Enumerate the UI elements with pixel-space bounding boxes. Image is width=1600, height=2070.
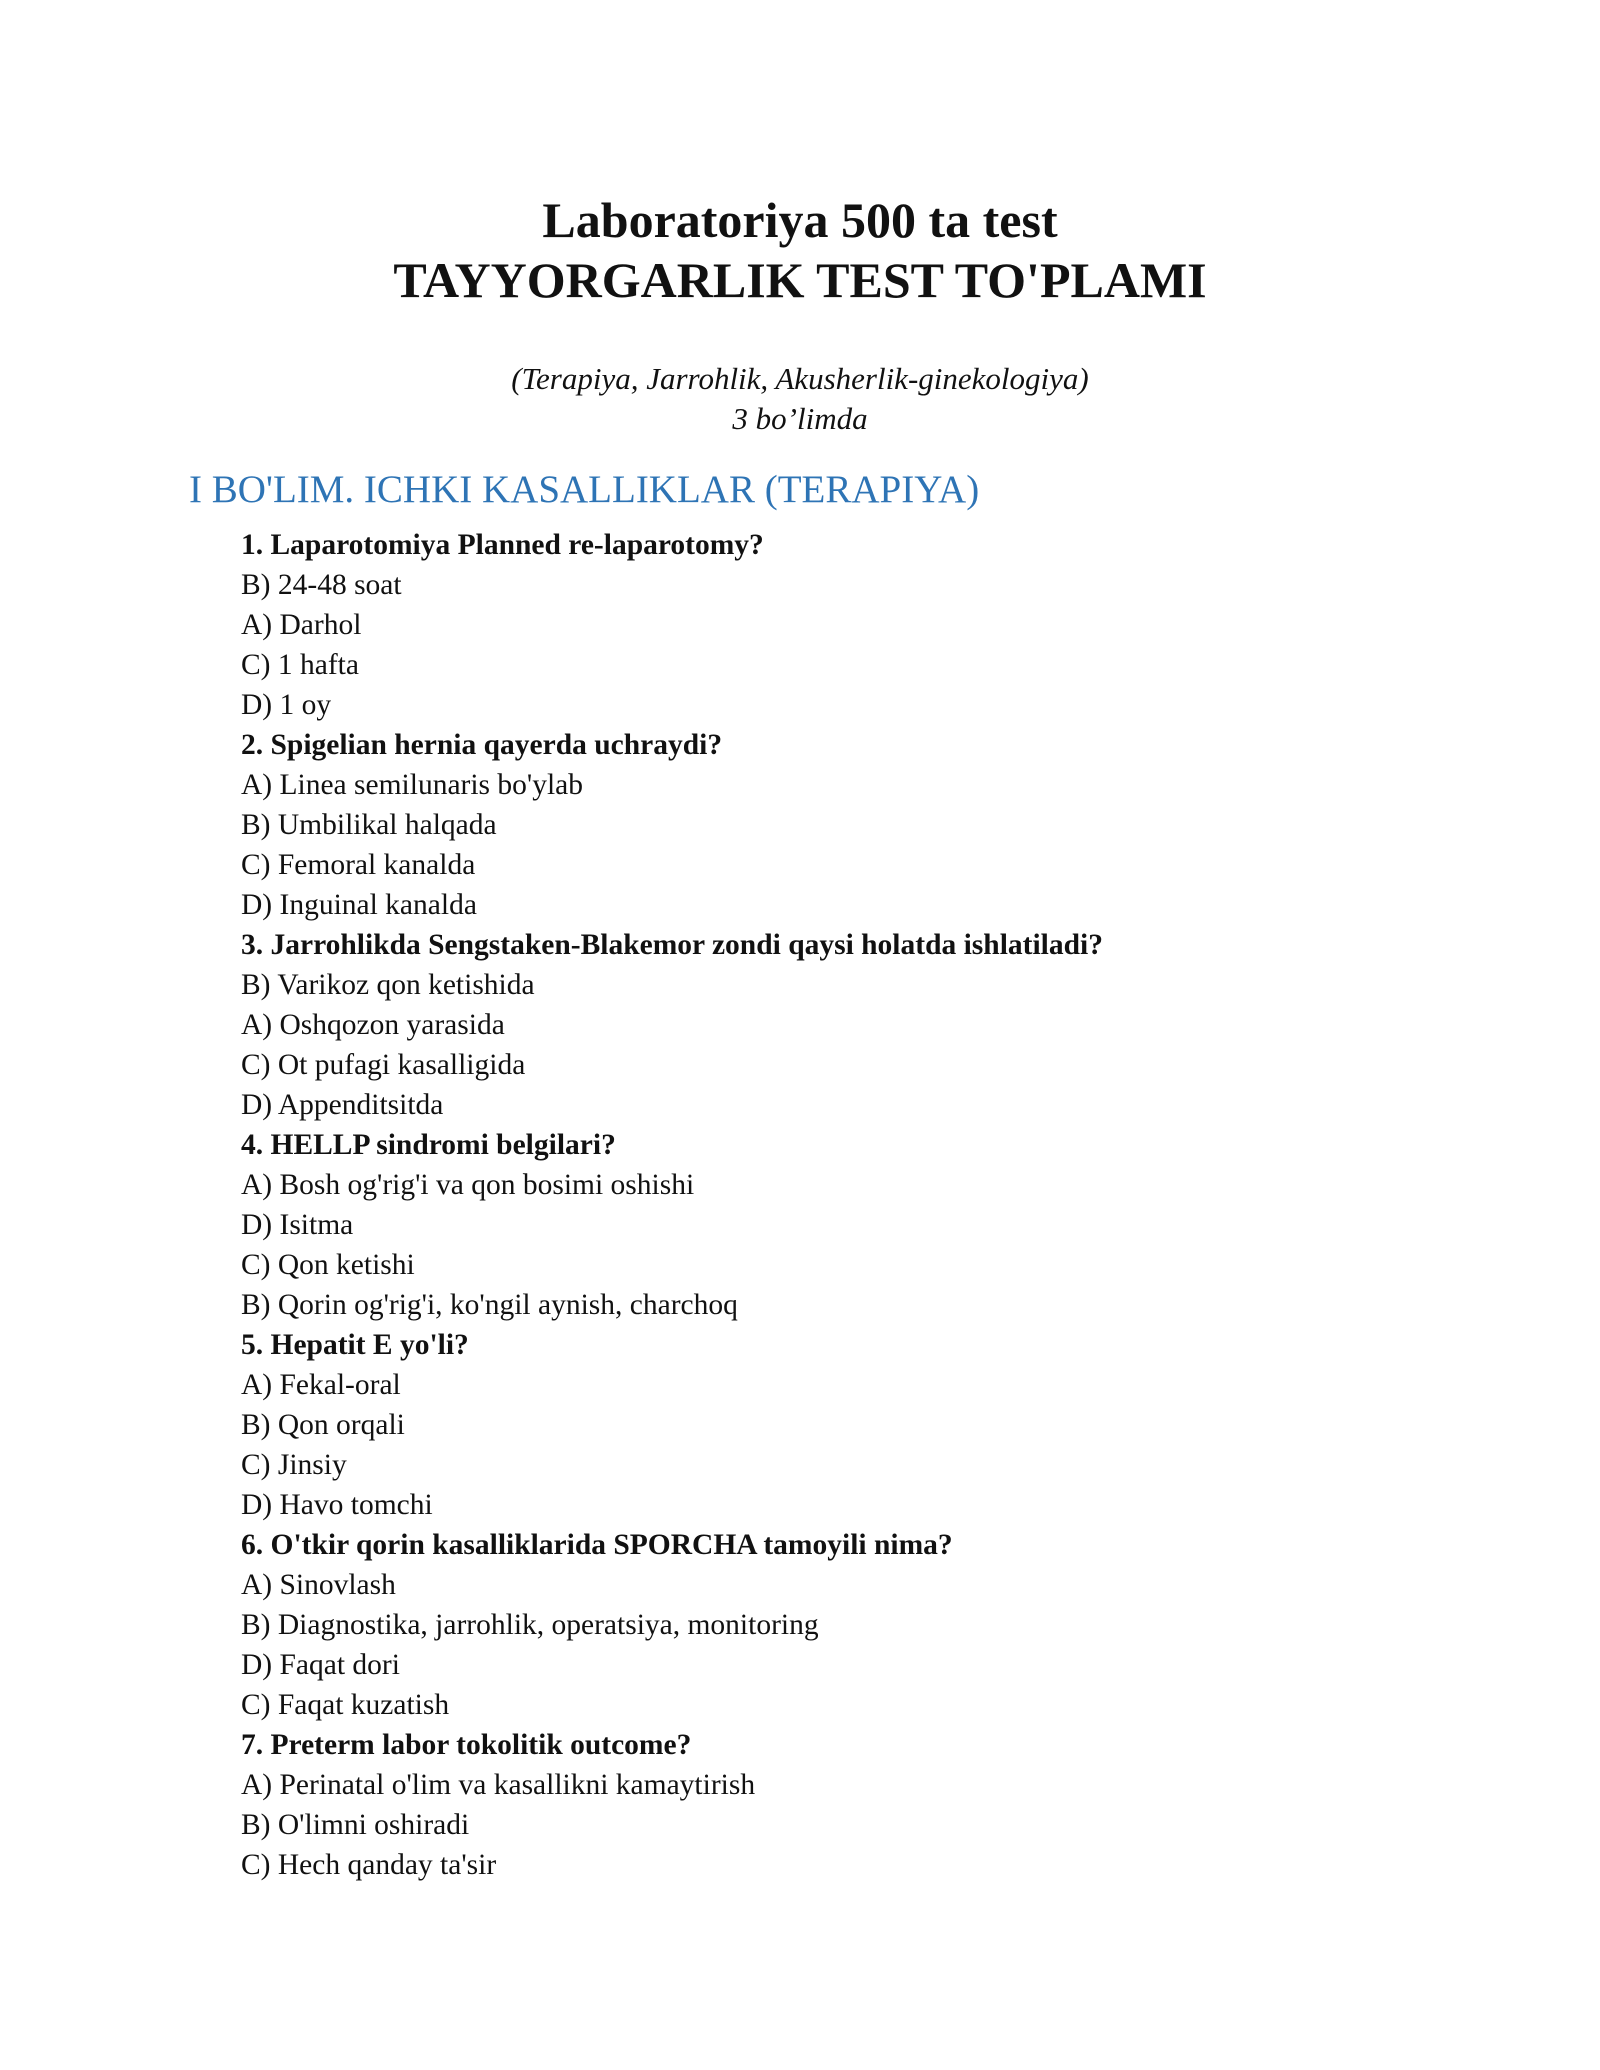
answer-option: A) Bosh og'rig'i va qon bosimi oshishi [241, 1169, 695, 1201]
answer-option: A) Sinovlash [241, 1569, 396, 1601]
question-text: 7. Preterm labor tokolitik outcome? [241, 1729, 692, 1761]
question-text: 5. Hepatit E yo'li? [241, 1329, 469, 1361]
answer-option: C) Ot pufagi kasalligida [241, 1049, 526, 1081]
document-subtitle: (Terapiya, Jarrohlik, Akusherlik-ginekologiya) [511, 361, 1089, 396]
answer-option: D) 1 oy [241, 689, 332, 721]
answer-option: D) Inguinal kanalda [241, 889, 477, 921]
answer-option: B) Qorin og'rig'i, ko'ngil aynish, charchoq [241, 1289, 738, 1321]
answer-option: C) 1 hafta [241, 649, 359, 681]
answer-option: D) Isitma [241, 1209, 354, 1241]
answer-options [241, 1565, 1103, 1725]
question-item [241, 925, 1103, 1125]
answer-option: B) O'limni oshiradi [241, 1809, 470, 1841]
answer-option: C) Faqat kuzatish [241, 1689, 450, 1721]
question-text: 4. HELLP sindromi belgilari? [241, 1129, 616, 1161]
document-subtitle-sections: 3 bo’limda [732, 401, 868, 436]
answer-option: A) Darhol [241, 609, 362, 641]
answer-option: A) Oshqozon yarasida [241, 1009, 505, 1041]
question-list [241, 525, 1103, 1885]
question-text: 2. Spigelian hernia qayerda uchraydi? [241, 729, 723, 761]
answer-option: C) Femoral kanalda [241, 849, 476, 881]
answer-option: D) Havo tomchi [241, 1489, 433, 1521]
question-text: 1. Laparotomiya Planned re-laparotomy? [241, 529, 764, 561]
answer-option: B) 24-48 soat [241, 569, 402, 601]
document-title: Laboratoriya 500 ta test [542, 192, 1058, 248]
answer-option: C) Jinsiy [241, 1449, 347, 1481]
answer-option: B) Varikoz qon ketishida [241, 969, 535, 1001]
answer-option: A) Perinatal o'lim va kasallikni kamaytirish [241, 1769, 756, 1801]
answer-option: D) Faqat dori [241, 1649, 400, 1681]
question-text: 3. Jarrohlikda Sengstaken-Blakemor zondi qaysi holatda ishlatiladi? [241, 929, 1103, 961]
answer-options [241, 765, 1103, 925]
question-item [241, 1525, 1103, 1725]
answer-options [241, 1165, 1103, 1325]
answer-options [241, 1365, 1103, 1525]
question-item [241, 1725, 1103, 1885]
section-heading: I BO'LIM. ICHKI KASALLIKLAR (TERAPIYA) [189, 468, 980, 511]
question-text: 6. O'tkir qorin kasalliklarida SPORCHA tamoyili nima? [241, 1529, 953, 1561]
question-item [241, 1325, 1103, 1525]
answer-option: A) Fekal-oral [241, 1369, 401, 1401]
answer-option: D) Appenditsitda [241, 1089, 444, 1121]
answer-option: B) Qon orqali [241, 1409, 405, 1441]
question-item [241, 525, 1103, 725]
answer-options [241, 1765, 1103, 1885]
answer-options [241, 965, 1103, 1125]
answer-option: B) Diagnostika, jarrohlik, operatsiya, monitoring [241, 1609, 819, 1641]
answer-option: B) Umbilikal halqada [241, 809, 497, 841]
question-item [241, 725, 1103, 925]
answer-options [241, 565, 1103, 725]
document-title-second-line: TAYYORGARLIK TEST TO'PLAMI [393, 252, 1207, 308]
answer-option: A) Linea semilunaris bo'ylab [241, 769, 584, 801]
answer-option: C) Qon ketishi [241, 1249, 415, 1281]
question-item [241, 1125, 1103, 1325]
answer-option: C) Hech qanday ta'sir [241, 1849, 497, 1881]
